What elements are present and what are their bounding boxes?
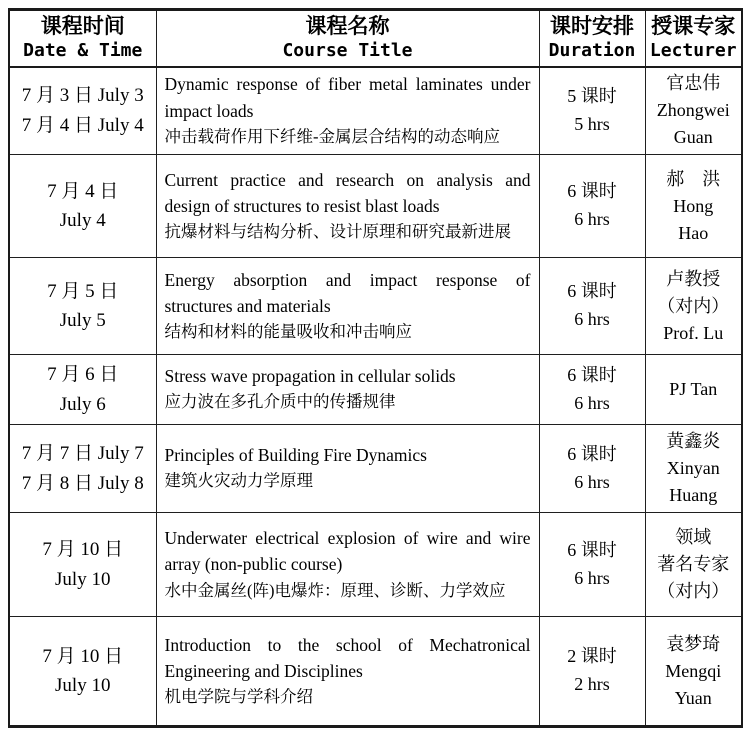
table-row xyxy=(9,67,742,155)
course-title-en: Stress wave propagation in cellular solids xyxy=(164,366,456,387)
text-line: 郝 洪 xyxy=(666,168,721,189)
text-line: （对内） xyxy=(657,295,730,316)
date-cell xyxy=(9,155,156,258)
table-row xyxy=(9,425,742,513)
course-title-zh: 抗爆材料与结构分析、设计原理和研究最新进展 xyxy=(164,222,511,242)
date-cell xyxy=(9,425,156,513)
header-date-time-zh: 课程时间 xyxy=(40,14,125,38)
duration-cell xyxy=(539,155,645,258)
duration-cell xyxy=(539,617,645,727)
course-title-zh: 建筑火灾动力学原理 xyxy=(164,471,313,491)
text-line: 6 课时 xyxy=(567,281,617,302)
text-line: 5 hrs xyxy=(574,113,610,134)
course-cell xyxy=(156,425,539,513)
text-line: 6 课时 xyxy=(567,443,617,464)
lecturer-cell xyxy=(645,513,742,617)
course-cell xyxy=(156,513,539,617)
course-cell xyxy=(156,67,539,155)
text-line: （对内） xyxy=(657,581,730,602)
duration-cell xyxy=(539,258,645,355)
course-title-zh: 水中金属丝(阵)电爆炸：原理、诊断、力学效应 xyxy=(164,580,506,600)
text-line: 领域 xyxy=(675,527,712,548)
course-title-zh: 冲击载荷作用下纤维-金属层合结构的动态响应 xyxy=(164,126,500,146)
course-cell xyxy=(156,258,539,355)
text-line: 著名专家 xyxy=(657,554,730,575)
header-date-time xyxy=(9,10,156,67)
text-line: 7 月 7 日 July 7 xyxy=(21,443,144,465)
text-line: 6 hrs xyxy=(574,471,610,492)
text-line: 袁梦琦 xyxy=(666,633,721,654)
date-cell xyxy=(9,67,156,155)
text-line: July 6 xyxy=(59,393,106,415)
duration-cell xyxy=(539,513,645,617)
header-lecturer-zh: 授课专家 xyxy=(651,14,736,38)
text-line: Zhongwei xyxy=(656,100,730,121)
text-line: 6 课时 xyxy=(567,539,617,560)
course-title-zh: 结构和材料的能量吸收和冲击响应 xyxy=(164,322,412,342)
header-date-time-en: Date & Time xyxy=(23,40,143,62)
text-line: 7 月 10 日 xyxy=(42,645,124,667)
text-line: 6 hrs xyxy=(574,567,610,588)
course-title-en: Underwater electrical explosion of wire and wire array (non-public course) xyxy=(164,528,531,575)
course-title-zh: 机电学院与学科介绍 xyxy=(164,687,313,707)
date-cell xyxy=(9,258,156,355)
duration-cell xyxy=(539,355,645,425)
date-cell xyxy=(9,513,156,617)
table-row xyxy=(9,513,742,617)
text-line: 6 hrs xyxy=(574,309,610,330)
course-cell xyxy=(156,355,539,425)
text-line: 7 月 6 日 xyxy=(47,364,119,386)
text-line: 6 hrs xyxy=(574,392,610,413)
table-row xyxy=(9,258,742,355)
text-line: July 10 xyxy=(55,675,111,697)
text-line: Prof. Lu xyxy=(663,322,724,343)
course-title-en: Introduction to the school of Mechatronical Engineering and Disciplines xyxy=(164,634,531,681)
table-header xyxy=(9,10,742,67)
text-line: 7 月 10 日 xyxy=(42,539,124,561)
text-line: July 10 xyxy=(55,568,111,590)
lecturer-cell xyxy=(645,617,742,727)
lecturer-cell xyxy=(645,67,742,155)
header-course-title xyxy=(156,10,539,67)
text-line: 6 hrs xyxy=(574,209,610,230)
date-cell xyxy=(9,355,156,425)
text-line: 6 课时 xyxy=(567,364,617,385)
text-line: 2 课时 xyxy=(567,646,617,667)
text-line: Hao xyxy=(678,222,709,243)
course-title-en: Principles of Building Fire Dynamics xyxy=(164,445,427,466)
table-row xyxy=(9,355,742,425)
header-duration xyxy=(539,10,645,67)
text-line: 7 月 5 日 xyxy=(47,280,119,302)
text-line: Yuan xyxy=(674,687,712,708)
text-line: 7 月 4 日 xyxy=(47,180,119,202)
lecturer-cell xyxy=(645,355,742,425)
text-line: Huang xyxy=(669,485,718,506)
table-row xyxy=(9,617,742,727)
header-duration-en: Duration xyxy=(548,40,636,62)
text-line: Guan xyxy=(673,127,713,148)
text-line: 官忠伟 xyxy=(666,73,721,94)
lecturer-cell xyxy=(645,155,742,258)
text-line: 7 月 8 日 July 8 xyxy=(21,472,144,494)
duration-cell xyxy=(539,67,645,155)
lecturer-cell xyxy=(645,425,742,513)
header-course-title-en: Course Title xyxy=(282,40,413,62)
text-line: Hong xyxy=(673,195,714,216)
text-line: 卢教授 xyxy=(666,268,721,289)
text-line: 6 课时 xyxy=(567,181,617,202)
duration-cell xyxy=(539,425,645,513)
lecturer-cell xyxy=(645,258,742,355)
text-line: Xinyan xyxy=(666,458,720,479)
table-row xyxy=(9,155,742,258)
course-schedule-table xyxy=(8,8,743,728)
header-course-title-zh: 课程名称 xyxy=(305,14,390,38)
text-line: 黄鑫炎 xyxy=(666,431,721,452)
course-title-zh: 应力波在多孔介质中的传播规律 xyxy=(164,392,396,412)
course-cell xyxy=(156,155,539,258)
course-cell xyxy=(156,617,539,727)
text-line: 7 月 3 日 July 3 xyxy=(21,85,144,107)
header-duration-zh: 课时安排 xyxy=(550,14,634,38)
text-line: July 4 xyxy=(59,210,106,232)
header-lecturer-en: Lecturer xyxy=(649,40,737,62)
course-title-en: Current practice and research on analysis and design of structures to resist blast loads xyxy=(164,169,531,216)
text-line: Mengqi xyxy=(665,660,722,681)
text-line: 7 月 4 日 July 4 xyxy=(21,114,144,136)
text-line: PJ Tan xyxy=(669,379,718,400)
text-line: 2 hrs xyxy=(574,674,610,695)
text-line: July 5 xyxy=(59,310,106,332)
text-line: 5 课时 xyxy=(567,85,617,106)
course-title-en: Energy absorption and impact response of structures and materials xyxy=(164,269,531,316)
header-lecturer xyxy=(645,10,742,67)
header-row xyxy=(9,10,742,67)
date-cell xyxy=(9,617,156,727)
course-title-en: Dynamic response of fiber metal laminates under impact loads xyxy=(164,74,531,121)
course-table-body xyxy=(9,67,742,727)
